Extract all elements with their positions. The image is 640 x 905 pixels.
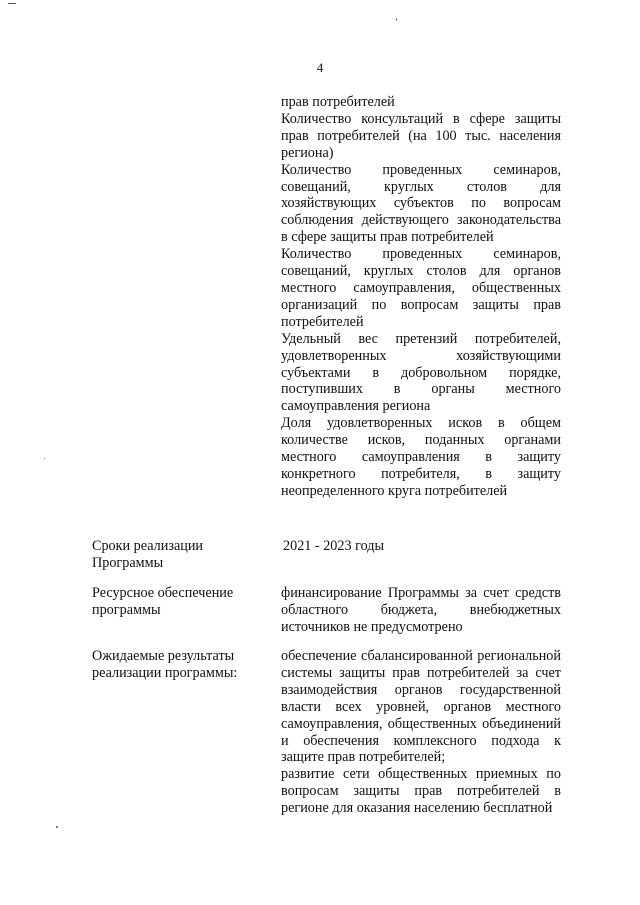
- indicator-item: Количество проведенных семинаров, совещаний, круглых столов для хозяйствующих субъектов по вопросам соблюдения действующего законодательства в сфере защиты прав потребителей: [281, 161, 561, 246]
- row-value-timeline: 2021 - 2023 годы: [283, 538, 385, 554]
- indicator-item: прав потребителей: [281, 94, 395, 110]
- indicator-item: Удельный вес претензий потребителей, удовлетворенных хозяйствующими субъектами в добровольном порядке, поступивших в органы местного самоуправления региона: [281, 330, 561, 415]
- indicator-item: Количество консультаций в сфере защиты прав потребителей (на 100 тыс. населения региона): [281, 110, 561, 161]
- scan-mark: [44, 458, 45, 459]
- indicator-item: Количество проведенных семинаров, совещаний, круглых столов для органов местного самоуправления, общественных организаций по вопросам защиты прав потребителей: [281, 246, 561, 330]
- scan-mark: [56, 826, 58, 828]
- row-label-timeline: Сроки реализации Программы: [92, 538, 204, 571]
- scan-mark: [8, 3, 16, 4]
- indicator-item: Доля удовлетворенных исков в общем количестве исков, поданных органами местного самоуправления в защиту конкретного потребителя, в защиту неопределенного круга потребителей: [281, 415, 561, 499]
- result-item: развитие сети общественных приемных по вопросам защиты прав потребителей в регионе для оказания населению бесплатной: [281, 766, 561, 817]
- row-label-resources: Ресурсное обеспечение программы: [92, 585, 234, 618]
- row-label-results: Ожидаемые результаты реализации программы:: [92, 648, 238, 681]
- indicators-cell: [281, 94, 561, 500]
- scan-mark: [396, 18, 397, 21]
- result-item: обеспечение сбалансированной региональной системы защиты прав потребителей за счет взаимодействия органов государственной власти всех уровней, органов местного самоуправления, общественных объединений и обеспечения комплексного подхода к защите прав потребителей;: [281, 648, 561, 766]
- page-number: 4: [316, 60, 324, 75]
- row-value-results: [281, 648, 561, 817]
- row-value-resources: финансирование Программы за счет средств областного бюджета, внебюджетных источников не предусмотрено: [281, 585, 561, 635]
